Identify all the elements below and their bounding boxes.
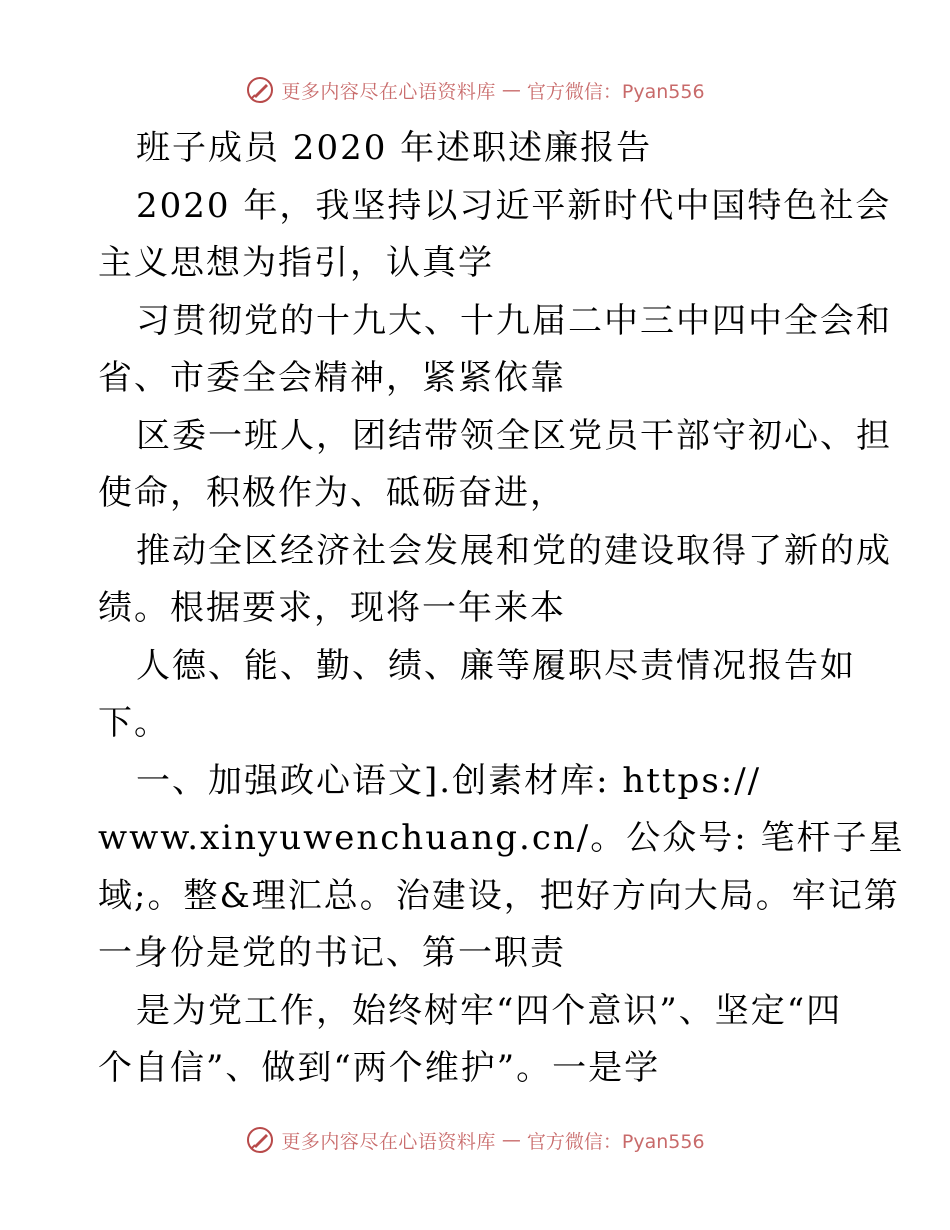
paragraph-line: 推动全区经济社会发展和党的建设取得了新的成 — [136, 530, 892, 571]
header-watermark — [0, 70, 950, 110]
quill-logo-icon — [245, 1125, 275, 1155]
paragraph-line: 2020 年，我坚持以习近平新时代中国特色社会 — [136, 185, 892, 226]
paragraph-line: 一身份是党的书记、第一职责 — [98, 933, 566, 973]
paragraph-line: 区委一班人，团结带领全区党员干部守初心、担 — [136, 415, 892, 456]
paragraph-line: 是为党工作，始终树牢“四个意识”、坚定“四 — [136, 990, 843, 1031]
paragraph-line: 个自信”、做到“两个维护”。一是学 — [98, 1048, 661, 1088]
paragraph-line: 使命，积极作为、砥砺奋进， — [98, 473, 566, 513]
paragraph-line: 一、加强政心语文].创素材库: https:// — [136, 760, 762, 801]
watermark-contact: 官方微信：Pyan556 — [526, 1130, 705, 1153]
paragraph-line: 主义思想为指引，认真学 — [98, 243, 494, 283]
paragraph-line: 下。 — [98, 703, 170, 743]
quill-logo-icon — [245, 75, 275, 105]
paragraph-line: www.xinyuwenchuang.cn/。公众号: 笔杆子星 — [98, 818, 905, 858]
paragraph-line: 习贯彻党的十九大、十九届二中三中四中全会和 — [136, 300, 892, 341]
paragraph-line: 域;。整&理汇总。治建设，把好方向大局。牢记第 — [98, 875, 900, 916]
watermark-contact: 官方微信：Pyan556 — [526, 80, 705, 103]
document-title: 班子成员 2020 年述职述廉报告 — [136, 128, 653, 168]
watermark-site-text: 更多内容尽在心语资料库 — [281, 1130, 496, 1153]
paragraph-line: 人德、能、勤、绩、廉等履职尽责情况报告如 — [136, 645, 856, 686]
paragraph-line: 省、市委全会精神，紧紧依靠 — [98, 358, 566, 398]
watermark-separator: — — [501, 79, 521, 101]
watermark-separator: — — [501, 1129, 521, 1151]
footer-watermark — [0, 1120, 950, 1160]
watermark-site-text: 更多内容尽在心语资料库 — [281, 80, 496, 103]
document-body — [98, 120, 905, 1098]
paragraph-line: 绩。根据要求，现将一年来本 — [98, 588, 566, 628]
